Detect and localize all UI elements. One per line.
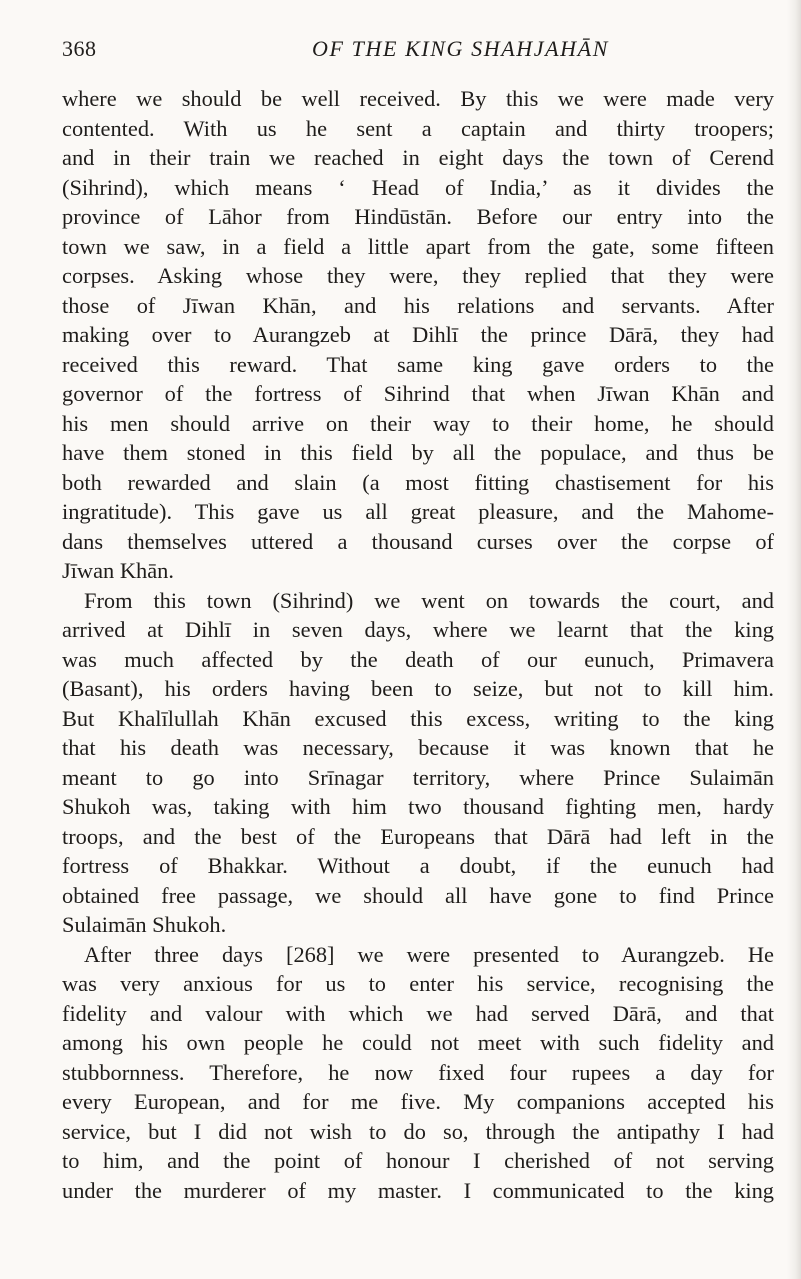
text-line: meant to go into Srīnagar territory, where Prince Sulaimān xyxy=(62,764,774,790)
text-line: fortress of Bhakkar. Without a doubt, if the eunuch had xyxy=(62,853,774,878)
text-line: town we saw, in a field a little apart from the gate, some fifteen xyxy=(62,233,774,259)
body-text xyxy=(62,84,774,1205)
text-line: ingratitude). This gave us all great pleasure, and the Mahome- xyxy=(62,499,774,524)
text-line: But Khalīlullah Khān excused this excess, writing to the king xyxy=(62,705,774,731)
running-head: OF THE KING SHAHJAHĀN xyxy=(312,36,609,61)
text-line: dans themselves uttered a thousand curses over the corpse of xyxy=(62,528,774,554)
text-line: fidelity and valour with which we had served Dārā, and that xyxy=(62,1000,774,1026)
text-line: (Sihrind), which means ‘ Head of India,’ as it divides the xyxy=(62,174,774,200)
text-line: stubbornness. Therefore, he now fixed four rupees a day for xyxy=(62,1059,774,1085)
text-line: was much affected by the death of our eunuch, Primavera xyxy=(62,646,774,672)
text-line: (Basant), his orders having been to seize, but not to kill him. xyxy=(62,676,774,701)
text-line: to him, and the point of honour I cherished of not serving xyxy=(62,1148,774,1173)
text-line: contented. With us he sent a captain and thirty troopers; xyxy=(62,115,774,141)
page-edge-shadow xyxy=(787,0,801,1279)
text-line: troops, and the best of the Europeans that Dārā had left in the xyxy=(62,823,774,849)
text-line: under the murderer of my master. I communicated to the king xyxy=(62,1177,774,1203)
text-line: Shukoh was, taking with him two thousand fighting men, hardy xyxy=(62,794,774,819)
page-number: 368 xyxy=(62,36,97,61)
text-line: corpses. Asking whose they were, they replied that they were xyxy=(62,263,774,288)
text-line: governor of the fortress of Sihrind that when Jīwan Khān and xyxy=(62,381,774,406)
text-line: was very anxious for us to enter his service, recognising the xyxy=(62,971,774,996)
text-line: making over to Aurangzeb at Dihlī the prince Dārā, they had xyxy=(62,322,774,347)
text-line: and in their train we reached in eight days the town of Cerend xyxy=(62,145,774,170)
text-line: received this reward. That same king gave orders to the xyxy=(62,351,774,377)
page-header xyxy=(62,36,774,70)
text-line: every European, and for me five. My companions accepted his xyxy=(62,1089,774,1114)
text-line: Sulaimān Shukoh. xyxy=(62,912,227,937)
text-line: service, but I did not wish to do so, through the antipathy I had xyxy=(62,1118,774,1144)
text-line: have them stoned in this field by all the populace, and thus be xyxy=(62,440,774,465)
text-line: that his death was necessary, because it was known that he xyxy=(62,735,774,760)
text-line: After three days [268] we were presented to Aurangzeb. He xyxy=(84,941,774,967)
text-line: where we should be well received. By this we were made very xyxy=(62,86,774,111)
text-line: Jīwan Khān. xyxy=(62,558,174,583)
text-line: obtained free passage, we should all have gone to find Prince xyxy=(62,882,774,908)
text-line: among his own people he could not meet with such fidelity and xyxy=(62,1030,774,1055)
text-line: arrived at Dihlī in seven days, where we learnt that the king xyxy=(62,617,774,642)
text-line: province of Lāhor from Hindūstān. Before our entry into the xyxy=(62,204,774,229)
text-line: both rewarded and slain (a most fitting chastisement for his xyxy=(62,469,774,495)
text-line: his men should arrive on their way to their home, he should xyxy=(62,410,774,436)
text-line: From this town (Sihrind) we went on towards the court, and xyxy=(84,587,774,613)
text-line: those of Jīwan Khān, and his relations and servants. After xyxy=(62,292,774,318)
